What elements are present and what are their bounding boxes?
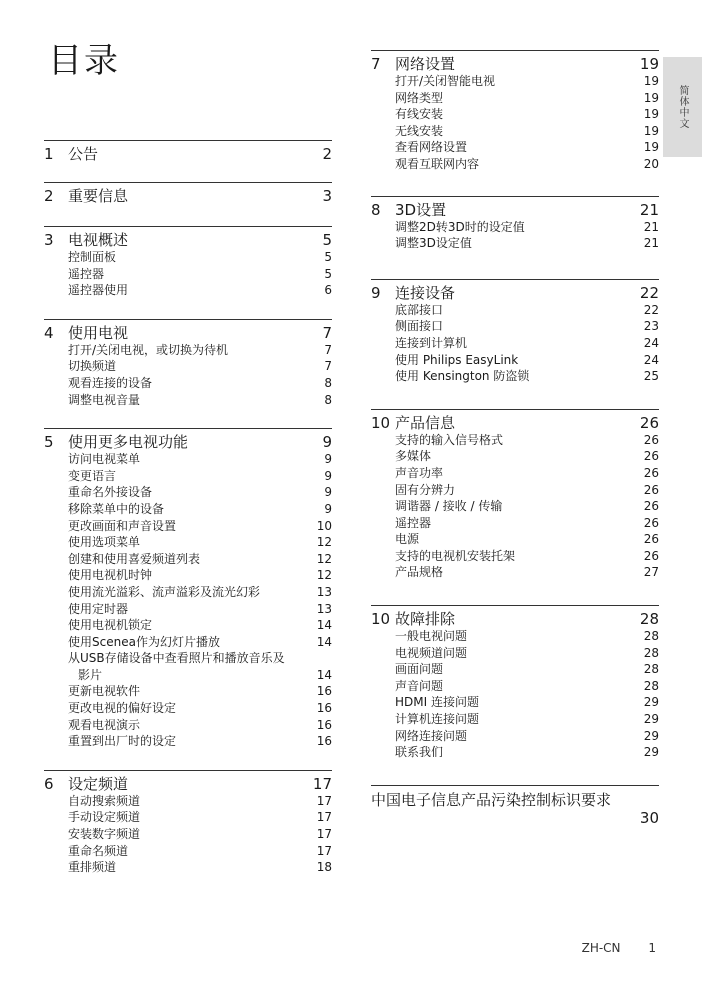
toc-section (44, 140, 332, 163)
entry-page-number: 22 (643, 302, 659, 317)
section-heading-label (371, 611, 640, 628)
section-heading-label (371, 202, 640, 219)
section-title: 故障排除 (395, 610, 456, 629)
toc-entry[interactable] (395, 235, 659, 252)
entry-page-number: 8 (324, 392, 332, 407)
page-title: 目录 (48, 41, 120, 81)
toc-entry[interactable] (395, 548, 659, 565)
toc-section (44, 319, 332, 408)
language-side-tab-label: 简体中文 (677, 85, 688, 129)
toc-section-heading[interactable] (44, 325, 332, 342)
entry-title: 遥控器使用 (68, 283, 129, 298)
section-page-number: 28 (639, 610, 659, 629)
toc-entry[interactable] (68, 826, 332, 843)
entry-page-number: 29 (643, 728, 659, 743)
standards-section-title[interactable]: 中国电子信息产品污染控制标识要求 (371, 790, 612, 809)
entry-title: 更改画面和声音设置 (68, 518, 177, 533)
section-title: 网络设置 (395, 55, 456, 73)
entry-page-number: 16 (316, 717, 332, 732)
toc-entry[interactable] (395, 73, 659, 90)
section-heading-label (44, 325, 322, 342)
entry-page-number: 9 (324, 468, 332, 483)
entry-page-number: 26 (643, 532, 659, 547)
entry-title: 使用流光溢彩、流声溢彩及流光幻彩 (68, 584, 261, 599)
entry-page-number: 25 (643, 369, 659, 384)
toc-entry[interactable] (68, 249, 332, 266)
section-page-number: 26 (639, 413, 659, 432)
section-page-number: 17 (312, 774, 332, 793)
entry-page-number: 5 (324, 250, 332, 264)
toc-entry[interactable] (395, 645, 659, 662)
page-footer (582, 941, 656, 955)
toc-entry[interactable] (395, 744, 659, 761)
entry-page-number: 7 (324, 359, 332, 374)
footer-language: ZH-CN (581, 941, 621, 955)
toc-entry[interactable] (68, 501, 332, 518)
entry-title: 使用电视机锁定 (68, 618, 153, 633)
section-number: 3 (44, 231, 54, 249)
toc-section-heading[interactable] (371, 415, 659, 432)
section-number: 10 (371, 610, 391, 629)
toc-entry[interactable] (68, 584, 332, 601)
toc-entry[interactable] (395, 498, 659, 515)
toc-entry[interactable] (395, 352, 659, 369)
toc-entry[interactable] (395, 368, 659, 385)
entry-page-number: 29 (643, 745, 659, 760)
toc-entry[interactable] (68, 601, 332, 618)
entry-page-number: 12 (316, 535, 332, 550)
toc-section (371, 196, 659, 252)
entry-title: 打开/关闭电视，或切换为待机 (68, 342, 229, 357)
toc-entry[interactable] (68, 484, 332, 501)
section-page-number: 22 (639, 283, 659, 302)
toc-entry[interactable] (68, 392, 332, 409)
entry-page-number: 21 (643, 236, 659, 251)
entry-title: 使用Scenea作为幻灯片播放 (68, 634, 220, 649)
entry-page-number: 9 (324, 485, 332, 500)
entry-title: 使用电视机时钟 (68, 568, 153, 583)
toc-entry[interactable] (68, 468, 332, 485)
toc-section (371, 409, 659, 581)
toc-entry[interactable] (68, 700, 332, 717)
entry-title: 移除菜单中的设备 (68, 501, 165, 516)
toc-entry[interactable] (68, 551, 332, 568)
entry-page-number: 23 (643, 319, 659, 334)
section-title: 公告 (68, 145, 99, 163)
entry-page-number: 26 (643, 465, 659, 480)
toc-entry[interactable] (395, 711, 659, 728)
toc-entry[interactable] (395, 661, 659, 678)
entry-title: 自动搜索频道 (68, 793, 141, 808)
entry-page-number: 19 (643, 74, 659, 88)
section-heading-label (44, 146, 322, 163)
section-items (371, 628, 659, 761)
entry-page-number: 13 (316, 601, 332, 616)
toc-entry[interactable] (68, 683, 332, 700)
entry-title: 支持的输入信号格式 (395, 432, 504, 447)
toc-entry[interactable] (395, 219, 659, 236)
entry-title: 调谐器 / 接收 / 传输 (395, 499, 503, 514)
toc-section-heading[interactable] (371, 56, 659, 73)
entry-title: HDMI 连接问题 (395, 695, 479, 710)
toc-entry[interactable] (395, 628, 659, 645)
toc-section (44, 428, 332, 750)
section-page-number: 7 (322, 323, 332, 342)
section-number: 7 (371, 55, 381, 73)
entry-page-number: 28 (643, 662, 659, 677)
entry-title: 重排频道 (68, 860, 117, 875)
section-heading-label (371, 285, 640, 302)
entry-title: 打开/关闭智能电视 (395, 74, 496, 88)
section-number: 10 (371, 413, 391, 432)
toc-section-heading[interactable] (44, 188, 332, 205)
entry-page-number: 14 (316, 634, 332, 649)
toc-right-column (371, 50, 659, 827)
entry-title: 固有分辨力 (395, 482, 456, 497)
toc-section (371, 279, 659, 385)
toc-entry[interactable] (395, 694, 659, 711)
entry-title: 多媒体 (395, 449, 432, 464)
section-heading-label (44, 188, 322, 205)
entry-title: 切换频道 (68, 359, 117, 374)
entry-page-number: 10 (316, 518, 332, 533)
toc-entry[interactable] (68, 266, 332, 283)
entry-page-number: 26 (643, 432, 659, 447)
entry-page-number: 5 (324, 266, 332, 281)
entry-page-number: 16 (316, 734, 332, 749)
toc-entry[interactable] (395, 318, 659, 335)
toc-entry[interactable] (68, 809, 332, 826)
section-items (44, 249, 332, 299)
entry-page-number: 17 (316, 827, 332, 842)
section-number: 8 (371, 200, 381, 219)
entry-page-number: 29 (643, 712, 659, 727)
toc-section (44, 226, 332, 299)
section-title: 连接设备 (395, 283, 456, 302)
section-title: 使用电视 (68, 323, 129, 342)
entry-title: 支持的电视机安装托架 (395, 548, 516, 563)
toc-entry[interactable] (68, 451, 332, 468)
toc-entry[interactable] (395, 465, 659, 482)
toc-entry[interactable] (68, 342, 332, 359)
toc-entry[interactable] (395, 515, 659, 532)
entry-page-number: 19 (643, 123, 659, 138)
entry-title: 使用 Philips EasyLink (395, 352, 519, 367)
entry-title: 使用定时器 (68, 601, 129, 616)
toc-entry[interactable] (68, 634, 332, 651)
entry-page-number: 17 (316, 810, 332, 825)
entry-title: 安装数字频道 (68, 827, 141, 842)
entry-page-number: 9 (324, 452, 332, 467)
entry-title: 重置到出厂时的设定 (68, 734, 177, 749)
entry-title: 声音功率 (395, 465, 444, 480)
toc-entry[interactable] (68, 843, 332, 860)
entry-title: 画面问题 (395, 662, 444, 677)
entry-page-number: 17 (316, 793, 332, 808)
toc-entry[interactable] (395, 482, 659, 499)
toc-entry[interactable] (68, 717, 332, 734)
toc-entry[interactable] (395, 90, 659, 107)
entry-page-number: 20 (643, 156, 659, 171)
entry-title: 遥控器 (395, 515, 432, 530)
entry-title: 重命名频道 (68, 843, 129, 858)
toc-section-heading[interactable] (44, 776, 332, 793)
entry-title: 侧面接口 (395, 319, 444, 334)
section-number: 4 (44, 323, 54, 342)
toc-entry[interactable] (395, 139, 659, 156)
section-number: 6 (44, 774, 54, 793)
toc-entry[interactable] (68, 617, 332, 634)
entry-title: 一般电视问题 (395, 629, 468, 644)
entry-page-number: 6 (324, 283, 332, 298)
entry-title: 手动设定频道 (68, 810, 141, 825)
section-page-number: 3 (322, 187, 332, 205)
entry-page-number: 14 (316, 667, 332, 682)
toc-section (44, 770, 332, 876)
entry-title: 调整3D设定值 (395, 236, 472, 251)
section-items (371, 219, 659, 252)
entry-title: 观看互联网内容 (395, 156, 480, 171)
toc-section-heading[interactable] (44, 232, 332, 249)
section-items (371, 73, 659, 173)
entry-page-number: 16 (316, 684, 332, 699)
entry-page-number: 24 (643, 352, 659, 367)
section-page-number: 21 (639, 200, 659, 219)
toc-entry[interactable] (395, 123, 659, 140)
section-title: 使用更多电视功能 (68, 433, 189, 452)
section-heading-label (44, 232, 322, 249)
entry-title: 观看电视演示 (68, 717, 141, 732)
section-items (371, 302, 659, 385)
entry-title: 创建和使用喜爱频道列表 (68, 551, 201, 566)
toc-section (371, 605, 659, 761)
entry-title: 网络连接问题 (395, 728, 468, 743)
toc-entry[interactable] (68, 859, 332, 876)
toc-left-column (44, 140, 332, 876)
section-title: 重要信息 (68, 187, 129, 205)
entry-page-number: 13 (316, 584, 332, 599)
entry-title: 连接到计算机 (395, 335, 468, 350)
toc-entry[interactable] (68, 282, 332, 299)
entry-title: 观看连接的设备 (68, 375, 153, 390)
entry-page-number: 27 (643, 565, 659, 580)
entry-page-number: 28 (643, 645, 659, 660)
toc-entry[interactable] (68, 518, 332, 535)
toc-section-heading[interactable] (371, 202, 659, 219)
toc-entry[interactable] (68, 534, 332, 551)
section-number: 1 (44, 145, 54, 163)
section-number: 5 (44, 433, 54, 452)
toc-entry[interactable] (68, 375, 332, 392)
entry-page-number: 19 (643, 140, 659, 155)
section-number: 9 (371, 283, 381, 302)
section-heading-label (371, 56, 640, 73)
entry-title: 从USB存储设备中查看照片和播放音乐及 (68, 651, 285, 666)
toc-entry[interactable] (395, 531, 659, 548)
section-page-number: 9 (322, 433, 332, 452)
toc-entry[interactable] (395, 728, 659, 745)
section-page-number: 2 (322, 145, 332, 163)
footer-page-number: 1 (648, 941, 656, 955)
toc-section (44, 182, 332, 205)
entry-title: 更新电视软件 (68, 684, 141, 699)
section-page-number: 5 (322, 231, 332, 249)
toc-entry[interactable] (395, 302, 659, 319)
entry-page-number: 26 (643, 548, 659, 563)
entry-title: 控制面板 (68, 250, 117, 264)
entry-title: 使用 Kensington 防盗锁 (395, 369, 530, 384)
section-page-number: 19 (639, 55, 659, 73)
toc-entry[interactable] (395, 335, 659, 352)
toc-entry[interactable] (395, 678, 659, 695)
toc-entry[interactable] (395, 156, 659, 173)
entry-title: 声音问题 (395, 678, 444, 693)
entry-title: 网络类型 (395, 90, 444, 105)
entry-page-number: 26 (643, 499, 659, 514)
language-side-tab (663, 57, 702, 157)
entry-title: 电源 (395, 532, 420, 547)
toc-entry[interactable] (68, 793, 332, 810)
toc-entry[interactable] (395, 448, 659, 465)
toc-entry[interactable] (395, 432, 659, 449)
entry-page-number: 17 (316, 843, 332, 858)
entry-page-number: 26 (643, 482, 659, 497)
toc-section-heading[interactable] (44, 434, 332, 451)
entry-title: 联系我们 (395, 745, 444, 760)
entry-title: 底部接口 (395, 302, 444, 317)
entry-title: 有线安装 (395, 107, 444, 122)
entry-page-number: 9 (324, 501, 332, 516)
toc-entry[interactable] (68, 567, 332, 584)
entry-title: 调整2D转3D时的设定值 (395, 219, 525, 234)
entry-title: 查看网络设置 (395, 140, 468, 155)
section-items (44, 793, 332, 876)
toc-entry[interactable] (395, 106, 659, 123)
section-items (44, 342, 332, 408)
toc-entry[interactable] (68, 650, 332, 683)
section-title: 3D设置 (395, 200, 447, 219)
entry-continuation-row (68, 667, 332, 684)
entry-title: 访问电视菜单 (68, 452, 141, 467)
entry-page-number: 12 (316, 568, 332, 583)
toc-section-heading[interactable] (371, 285, 659, 302)
section-title: 产品信息 (395, 413, 456, 432)
entry-page-number: 16 (316, 701, 332, 716)
entry-title: 电视频道问题 (395, 645, 468, 660)
section-heading-label (44, 776, 313, 793)
entry-page-number: 14 (316, 618, 332, 633)
entry-page-number: 29 (643, 695, 659, 710)
toc-entry[interactable] (395, 564, 659, 581)
entry-title-continuation: 影片 (78, 667, 103, 682)
entry-title: 计算机连接问题 (395, 712, 480, 727)
section-items (44, 451, 332, 750)
entry-title: 产品规格 (395, 565, 444, 580)
section-items (371, 432, 659, 581)
entry-title: 更改电视的偏好设定 (68, 701, 177, 716)
toc-entry[interactable] (68, 358, 332, 375)
section-heading-label (44, 434, 322, 451)
standards-section-page-number: 30 (639, 808, 659, 827)
toc-entry[interactable] (68, 733, 332, 750)
entry-title: 重命名外接设备 (68, 485, 153, 500)
section-title: 电视概述 (68, 231, 129, 249)
toc-section-heading[interactable] (44, 146, 332, 163)
entry-page-number: 24 (643, 335, 659, 350)
entry-title: 无线安装 (395, 123, 444, 138)
section-title: 设定频道 (68, 774, 129, 793)
section-number: 2 (44, 187, 54, 205)
entry-title: 遥控器 (68, 266, 105, 281)
entry-title: 变更语言 (68, 468, 117, 483)
entry-page-number: 26 (643, 449, 659, 464)
entry-page-number: 21 (643, 219, 659, 234)
entry-page-number: 7 (324, 342, 332, 357)
entry-page-number: 28 (643, 678, 659, 693)
entry-page-number: 19 (643, 107, 659, 122)
entry-title: 使用选项菜单 (68, 535, 141, 550)
entry-page-number: 19 (643, 90, 659, 105)
section-heading-label (371, 415, 640, 432)
entry-title: 调整电视音量 (68, 392, 141, 407)
toc-section-standards (371, 785, 659, 827)
entry-page-number: 18 (316, 860, 332, 875)
entry-page-number: 12 (316, 551, 332, 566)
entry-page-number: 26 (643, 515, 659, 530)
entry-page-number: 8 (324, 375, 332, 390)
entry-page-number: 28 (643, 629, 659, 644)
toc-section-heading[interactable] (371, 611, 659, 628)
toc-section (371, 50, 659, 173)
